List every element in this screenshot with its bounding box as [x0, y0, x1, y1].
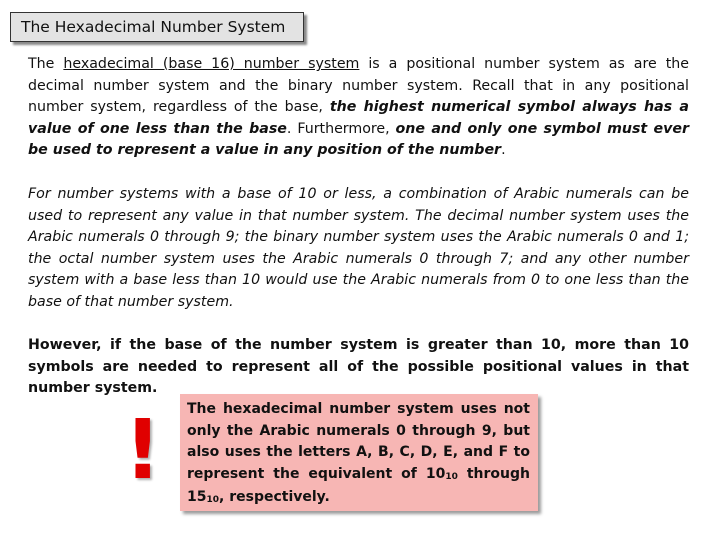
- exclamation-icon: !: [124, 403, 162, 498]
- paragraph-base-ten-or-less: For number systems with a base of 10 or less, a combination of Arabic numerals can be used to represent any value in that number system. The decimal number system uses the Arabic numerals 0 through 9; the binary number system uses the Arabic numerals 0 and 1; the octal number system uses the Arabic numerals 0 through 7; and any other number system with a base less than 10 would use the Arabic numerals from 0 to one less than the base of that number system.: [28, 186, 689, 310]
- callout-text-3: , respectively.: [219, 489, 330, 506]
- callout-text-1: The hexadecimal number system uses not only the Arabic numerals 0 through 9, but also uses the letters A, B, C, D, E, and F to represent the equivalent of 10: [187, 401, 530, 482]
- intro-emphasis-highest-symbol: the highest numerical symbol always has a value of one less than the base: [28, 99, 689, 137]
- however-text-2: the base of the number system is greater than 10, more than 10 symbols are needed to represent all of the possible positional values in that number system.: [28, 337, 690, 397]
- paragraph-base-greater-than-ten: [28, 335, 689, 400]
- callout-subscript-1: 10: [445, 471, 458, 482]
- page-title-box: [10, 12, 304, 42]
- page-title: The Hexadecimal Number System: [21, 18, 286, 36]
- intro-term-hexadecimal: hexadecimal (base 16) number system: [63, 56, 360, 72]
- intro-text-4: .: [501, 142, 506, 159]
- however-text-1: However, if: [28, 337, 130, 353]
- paragraph-intro: [28, 54, 689, 162]
- intro-text-1: The: [28, 56, 64, 72]
- callout-note: [180, 394, 538, 511]
- intro-emphasis-one-symbol: one and only one symbol must ever be used to represent a value in any position of the number: [28, 120, 689, 159]
- callout-text-2: through 15: [187, 465, 530, 506]
- intro-text-3: . Furthermore,: [286, 120, 396, 137]
- callout-subscript-2: 10: [206, 495, 220, 506]
- intro-text-2: is a positional number system as are the decimal number system and the binary number system. Recall that in any positional number system, regardless of the base,: [28, 56, 689, 116]
